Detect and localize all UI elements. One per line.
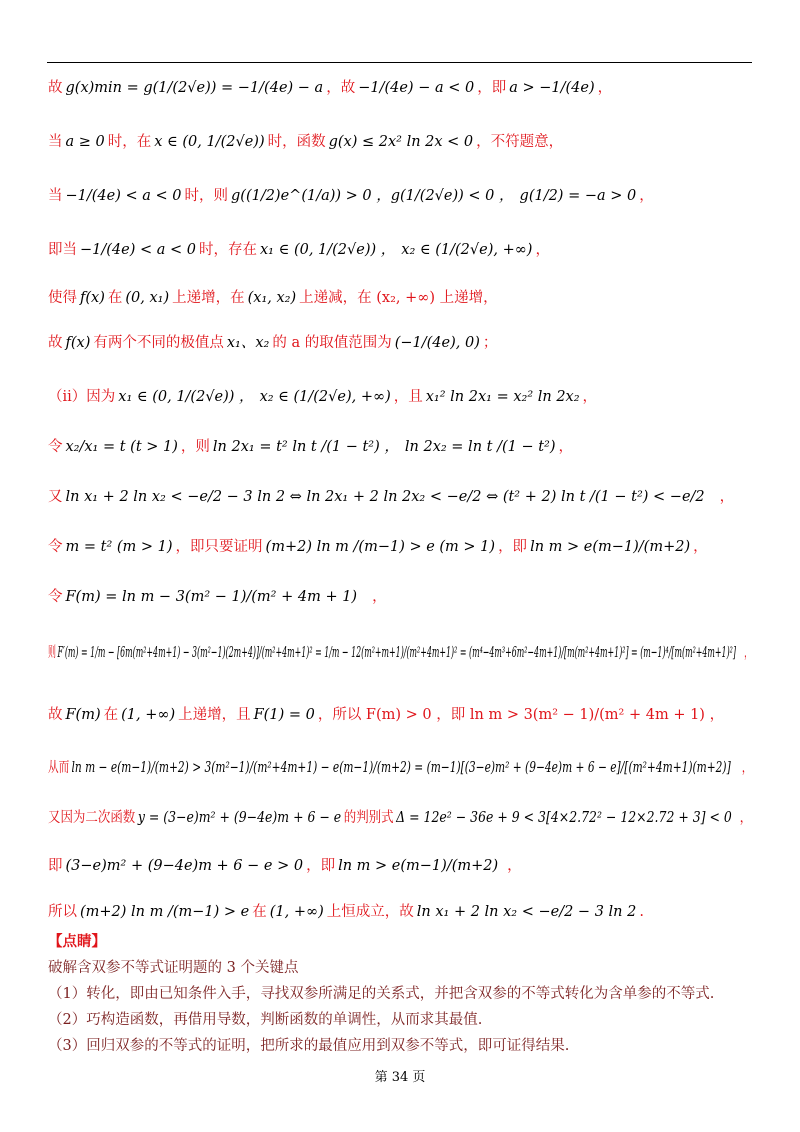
line-red: 故	[48, 80, 63, 96]
line-math: m = t² (m > 1)	[65, 539, 173, 555]
notes-intro: 破解含双参不等式证明题的 3 个关键点	[48, 960, 299, 976]
line-red: 即当	[48, 242, 77, 258]
line-math2: Δ = 12e² − 36e + 9 < 3[4×2.72² − 12×2.72 + 3] < 0	[396, 810, 732, 826]
line-math2: (1, +∞)	[269, 904, 324, 920]
line-tail: ，	[597, 80, 613, 96]
line-tail: ，所以 F(m) > 0 ，即 ln m > 3(m² − 1)/(m² + 4m + 1) ，	[317, 707, 725, 723]
line-red3: 时，函数	[267, 134, 326, 150]
line-red2: 时，则	[184, 188, 228, 204]
line-math3: a > −1/(4e)	[509, 80, 595, 96]
line-red2: ，故	[326, 80, 356, 96]
line-math2: −1/(4e) − a < 0	[358, 80, 475, 96]
notes-item-3: （3）回归双参的不等式的证明，把所求的最值应用到双参不等式，即可证得结果.	[48, 1038, 570, 1054]
solution-line-13	[48, 705, 724, 725]
line-math2: g((1/2)e^(1/a)) > 0 ，g(1/(2√e)) < 0 ，	[231, 188, 514, 204]
line-red: 令	[48, 589, 63, 605]
line-tail: ，	[639, 188, 654, 204]
line-red: 则	[48, 645, 56, 661]
line-math3: g(1/2) = −a > 0	[519, 188, 637, 204]
solution-line-10	[48, 537, 708, 557]
line-red: 使得	[48, 290, 77, 306]
line-red3: ，即	[498, 539, 528, 555]
line-math: F(m) = ln m − 3(m² − 1)/(m² + 4m + 1)	[65, 589, 358, 605]
line-tail: ，	[739, 810, 753, 826]
solution-line-8	[48, 437, 573, 457]
line-math3: g(x) ≤ 2x² ln 2x < 0	[328, 134, 474, 150]
solution-line-7	[48, 387, 597, 407]
line-red: 当	[48, 134, 63, 150]
solution-line-12	[48, 643, 752, 663]
line-math2: ln 2x₁ = t² ln t /(1 − t²) ，	[212, 439, 399, 455]
line-math: −1/(4e) < a < 0	[80, 242, 196, 258]
line-red3: ，且	[393, 389, 423, 405]
line-red3: 的 a 的取值范围为	[272, 335, 392, 351]
line-tail: ，	[558, 439, 574, 455]
line-math2: ln m > e(m−1)/(m+2)	[338, 858, 499, 874]
line-tail: ，	[507, 858, 522, 874]
solution-line-14	[48, 758, 752, 778]
solution-line-9	[48, 487, 734, 507]
line-math: y = (3−e)m² + (9−4e)m + 6 − e	[137, 810, 342, 826]
solution-line-1	[48, 78, 612, 98]
line-math2: (m+2) ln m /(m−1) > e (m > 1)	[265, 539, 496, 555]
line-math: a ≥ 0	[65, 134, 105, 150]
line-tail: ，	[741, 760, 753, 776]
line-math: f(x)	[80, 290, 105, 306]
line-tail: ；	[482, 335, 498, 351]
line-red2: 在	[107, 290, 123, 306]
line-red3: ，即	[477, 80, 507, 96]
line-math: (m+2) ln m /(m−1) > e	[80, 904, 250, 920]
line-math3: F(1) = 0	[253, 707, 315, 723]
line-tail: ，	[693, 539, 708, 555]
line-tail: ，	[719, 489, 735, 505]
solution-line-2	[48, 132, 563, 152]
notes-heading: 【点睛】	[48, 933, 106, 950]
line-red2: ，即	[306, 858, 336, 874]
line-red2: 在	[103, 707, 119, 723]
line-math2: (0, x₁)	[125, 290, 170, 306]
line-math: g(x)min = g(1/(2√e)) = −1/(4e) − a	[65, 80, 324, 96]
page-number: 第 34 页	[374, 1070, 426, 1085]
line-red: 又	[48, 489, 63, 505]
line-red: 即	[48, 858, 63, 874]
top-rule	[47, 62, 752, 63]
line-math3: ln m > e(m−1)/(m+2)	[530, 539, 691, 555]
line-math3: x₂ ∈ (1/(2√e), +∞)	[401, 242, 533, 258]
line-math3: ln 2x₂ = ln t /(1 − t²)	[404, 439, 556, 455]
line-red3: 上恒成立，故	[326, 904, 414, 920]
line-red: （ii）因为	[48, 389, 116, 405]
solution-line-3	[48, 186, 654, 206]
line-math: −1/(4e) < a < 0	[65, 188, 182, 204]
line-math2: x₁、x₂	[226, 335, 270, 351]
line-red2: ，即只要证明	[175, 539, 263, 555]
line-red2: 时，在	[107, 134, 152, 150]
notes-item-2: （2）巧构造函数，再借用导数，判断函数的单调性，从而求其最值.	[48, 1012, 483, 1028]
line-math2: x₂ ∈ (1/(2√e), +∞)	[259, 389, 391, 405]
line-math2: (1, +∞)	[121, 707, 176, 723]
line-tail: ，	[535, 242, 550, 258]
line-tail: 上递减，在 (x₂, +∞) 上递增，	[299, 290, 498, 306]
line-tail: .	[639, 904, 644, 920]
line-red: 故	[48, 335, 63, 351]
line-math: x₁ ∈ (0, 1/(2√e)) ，	[118, 389, 254, 405]
line-red2: ，则	[180, 439, 210, 455]
line-red: 令	[48, 539, 63, 555]
line-math3: (−1/(4e), 0)	[394, 335, 480, 351]
line-math: x₂/x₁ = t (t > 1)	[65, 439, 178, 455]
notes-item-1: （1）转化，即由已知条件入手，寻找双参所满足的关系式，并把含双参的不等式转化为含单参的不等式.	[48, 986, 715, 1002]
line-red3: 上递增，在	[172, 290, 245, 306]
line-red: 又因为二次函数	[48, 810, 136, 826]
solution-line-15	[48, 808, 752, 828]
line-math3: x₁² ln 2x₁ = x₂² ln 2x₂	[425, 389, 580, 405]
line-red3: 上递增，且	[178, 707, 251, 723]
line-math: F′(m) = 1/m − [6m(m²+4m+1) − 3(m²−1)(2m+4)]/(m²+4m+1)² = 1/m − 12(m²+m+1)/(m²+4m+1)² = (m⁴−4m³+6m²−4m+1)/[m(m²+4m+1)²] = (m−1)⁴/[m(m²+4m+1)²]	[57, 645, 736, 661]
line-math: F(m)	[65, 707, 101, 723]
line-math: f(x)	[65, 335, 91, 351]
line-tail: ，	[744, 645, 753, 661]
line-red: 令	[48, 439, 63, 455]
solution-line-6	[48, 333, 497, 353]
solution-line-11	[48, 587, 387, 607]
line-math: (3−e)m² + (9−4e)m + 6 − e > 0	[65, 858, 304, 874]
line-red2: 在	[252, 904, 267, 920]
solution-line-5	[48, 288, 498, 308]
line-red: 从而	[48, 760, 70, 776]
line-red2: 有两个不同的极值点	[93, 335, 224, 351]
line-tail: ，不符题意，	[476, 134, 564, 150]
line-math: ln x₁ + 2 ln x₂ < −e/2 − 3 ln 2 ⇔ ln 2x₁ + 2 ln 2x₂ < −e/2 ⇔ (t² + 2) ln t /(1 − t²) < −e/2	[65, 489, 705, 505]
line-red: 当	[48, 188, 63, 204]
line-tail: ，	[372, 589, 387, 605]
line-math3: ln x₁ + 2 ln x₂ < −e/2 − 3 ln 2	[416, 904, 637, 920]
line-red2: 时，存在	[199, 242, 257, 258]
line-tail: ，	[582, 389, 598, 405]
line-math: ln m − e(m−1)/(m+2) > 3(m²−1)/(m²+4m+1) − e(m−1)/(m+2) = (m−1)[(3−e)m² + (9−4e)m + 6 − e]/[(m²+4m+1)(m+2)]	[71, 760, 731, 776]
line-math2: x ∈ (0, 1/(2√e))	[154, 134, 265, 150]
line-red: 故	[48, 707, 63, 723]
solution-line-16	[48, 856, 522, 876]
line-math2: x₁ ∈ (0, 1/(2√e)) ，	[260, 242, 396, 258]
solution-line-4	[48, 240, 550, 260]
line-math3: (x₁, x₂)	[247, 290, 297, 306]
line-red: 所以	[48, 904, 77, 920]
line-red2: 的判别式	[343, 810, 394, 826]
solution-line-17	[48, 902, 644, 922]
